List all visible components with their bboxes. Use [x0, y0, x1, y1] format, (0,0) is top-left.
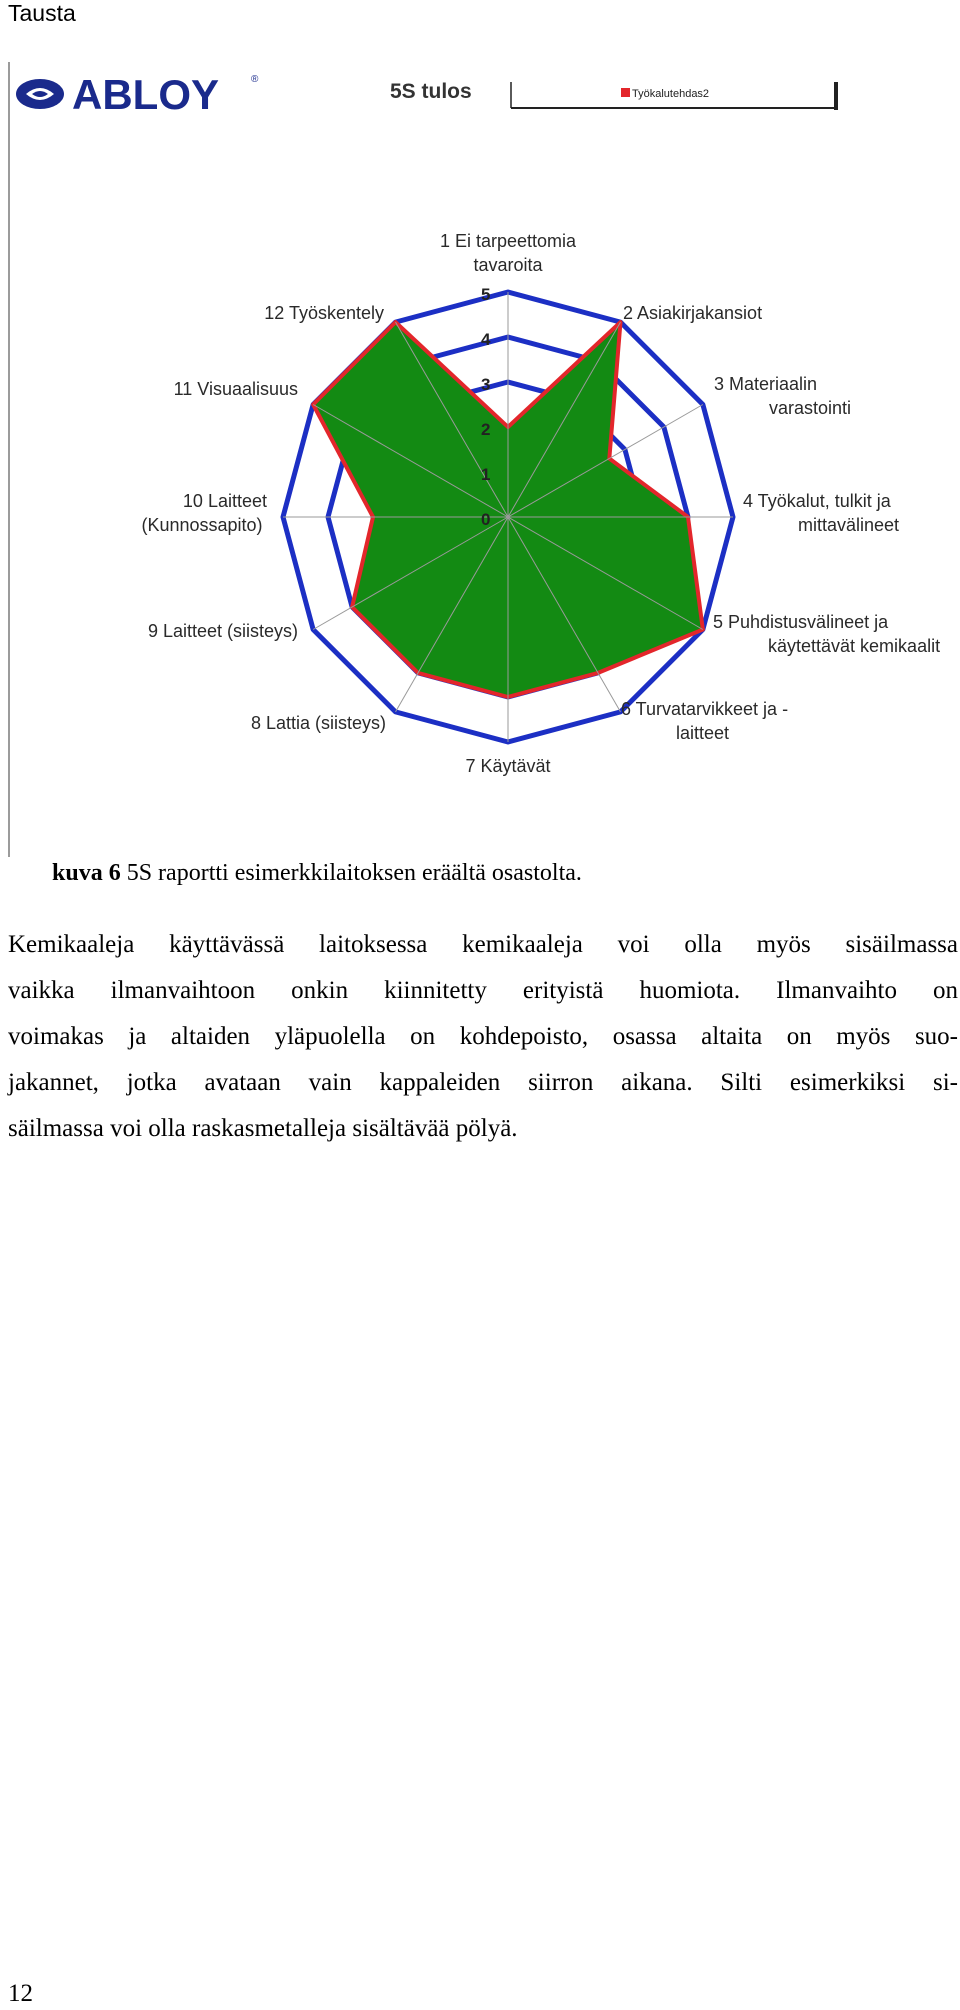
figure-caption	[52, 860, 582, 887]
report-image	[8, 62, 960, 860]
category-label-2: 2 Asiakirjakansiot	[623, 303, 763, 323]
category-label-12: 12 Työskentely	[264, 303, 384, 323]
category-label-3: 3 Materiaalin varastointi	[714, 374, 852, 418]
body-paragraph	[8, 922, 958, 1152]
scale-label: 3	[481, 375, 491, 394]
logo-text: ABLOY	[72, 71, 219, 118]
logo-registered: ®	[251, 74, 259, 85]
category-label-8: 8 Lattia (siisteys)	[250, 713, 386, 733]
category-label-7: 7 Käytävät	[465, 756, 551, 776]
radar-spokes	[283, 292, 733, 742]
body-line: jakannet, jotka avataan vain kappaleiden siirron aikana. Silti esimerkiksi si-	[8, 1069, 958, 1096]
category-label-11: 11 Visuaalisuus	[173, 379, 298, 399]
category-label-5: 5 Puhdistusvälineet ja käytettävät kemikaalit	[713, 612, 941, 656]
category-label-1: 1 Ei tarpeettomia tavaroita	[439, 231, 577, 275]
page-number: 12	[8, 1980, 33, 2007]
body-line: vaikka ilmanvaihtoon onkin kiinnitetty erityistä huomiota. Ilmanvaihto on	[8, 977, 958, 1004]
category-label-10: 10 Laitteet (Kunnossapito)	[141, 491, 267, 535]
caption-label: kuva 6	[52, 860, 121, 886]
category-label-6: 6 Turvatarvikkeet ja -laitteet	[621, 699, 789, 743]
running-header: Tausta	[8, 0, 76, 26]
scale-label: 4	[481, 330, 491, 349]
body-line: voimakas ja altaiden yläpuolella on kohdepoisto, osassa altaita on myös suo-	[8, 1023, 958, 1050]
legend-label: Työkalutehdas2	[632, 88, 710, 100]
category-label-4: 4 Työkalut, tulkit ja mittavälineet	[743, 491, 900, 535]
chart-legend	[511, 82, 836, 110]
body-line: Kemikaaleja käyttävässä laitoksessa kemikaaleja voi olla myös sisäilmassa	[8, 931, 958, 958]
scale-label: 1	[481, 465, 491, 484]
scale-label: 5	[481, 285, 491, 304]
chart-title: 5S tulos	[390, 80, 472, 103]
abloy-logo	[16, 71, 259, 118]
body-line: säilmassa voi olla raskasmetalleja sisältävää pölyä.	[8, 1115, 518, 1142]
legend-swatch	[621, 88, 630, 97]
category-label-9: 9 Laitteet (siisteys)	[147, 621, 298, 641]
caption-text: 5S raportti esimerkkilaitoksen eräältä osastolta.	[126, 860, 582, 886]
scale-label: 0	[481, 510, 491, 529]
report-figure	[8, 62, 960, 860]
scale-label: 2	[481, 420, 491, 439]
